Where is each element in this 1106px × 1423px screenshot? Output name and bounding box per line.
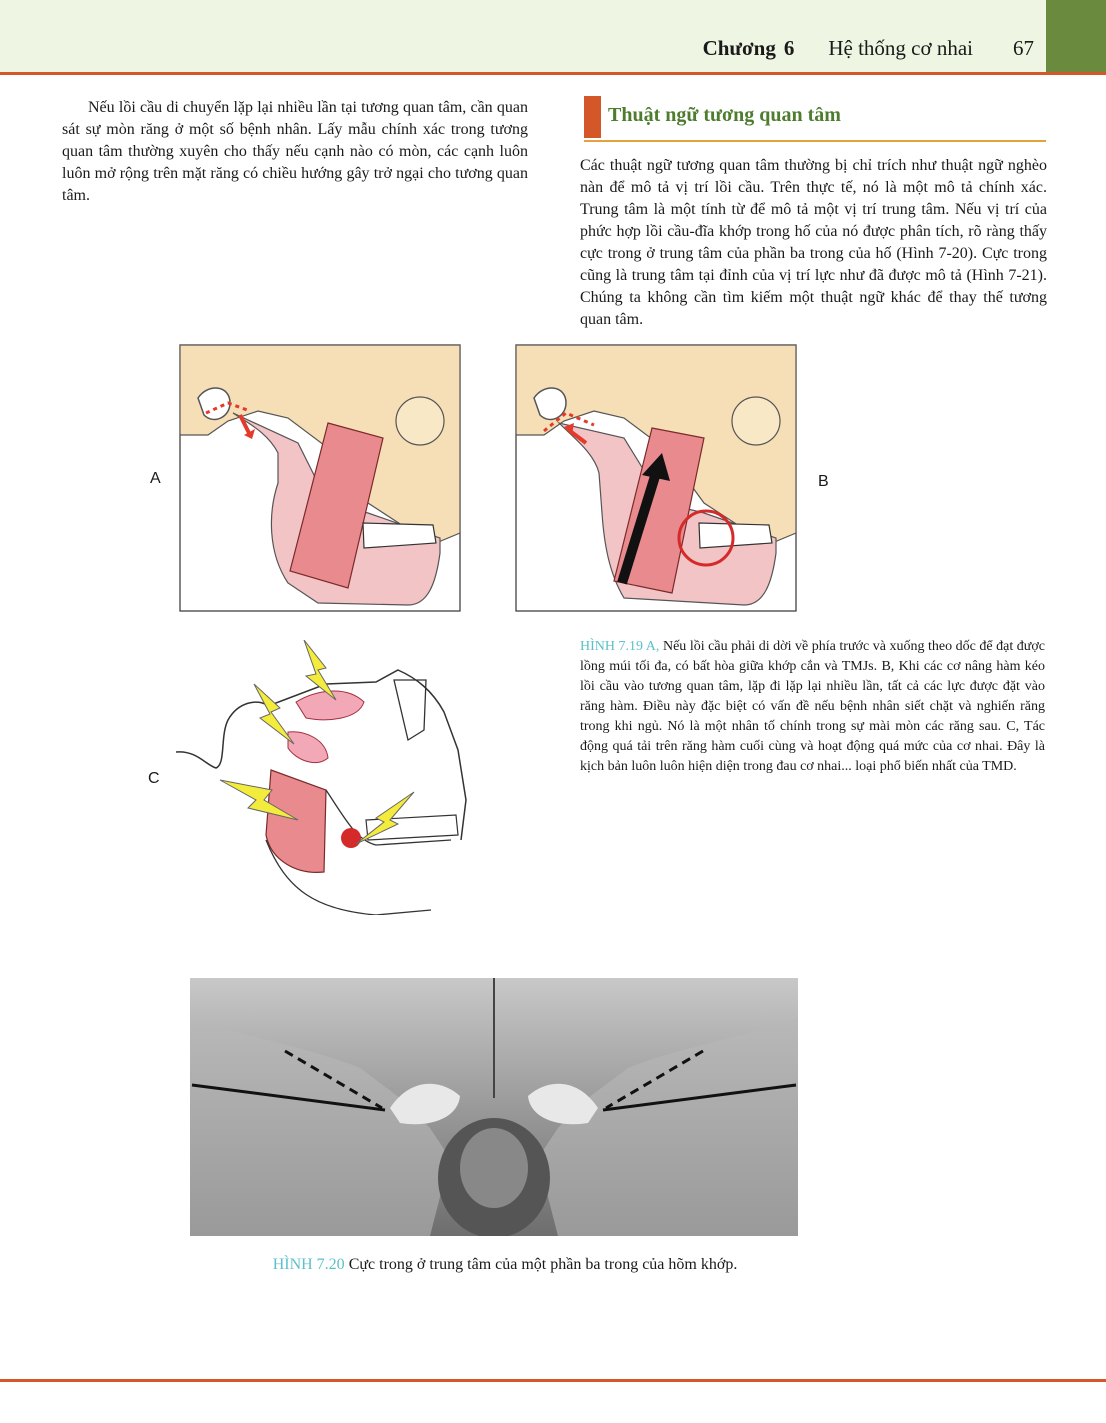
- running-head: [703, 36, 1034, 61]
- panel-label-a: A: [150, 470, 161, 487]
- section-paragraph: Các thuật ngữ tương quan tâm thường bị chỉ trích như thuật ngữ nghèo nàn để mô tả vị trí lồi cầu. Trên thực tế, nó là một mô tả chính xác. Trung tâm là một tính từ để mô tả một vị trí trung tâm. Nếu vị trí của phức hợp lồi cầu-đĩa khớp trong hố của nó được phân tích, rõ ràng thấy cực trong ở trung tâm của phần ba trong của hố (Hình 7-20). Cực trong cũng là trung tâm tại đỉnh của vị trí lực như đã được mô tả (Hình 7-21). Chúng ta không cần tìm kiếm một thuật ngữ khác để thay thế tương quan tâm.: [580, 157, 1047, 328]
- panel-label-b: B: [818, 473, 829, 490]
- heading-marker: [584, 96, 601, 138]
- footer-rule: [0, 1379, 1106, 1382]
- figure-7-19-label: HÌNH 7.19 A,: [580, 639, 660, 654]
- figure-7-20-label: HÌNH 7.20: [272, 1256, 345, 1273]
- section-heading-text: Thuật ngữ tương quan tâm: [608, 104, 841, 126]
- body-paragraph-left: Nếu lồi cầu di chuyển lặp lại nhiều lần tại tương quan tâm, cần quan sát sự mòn răng ở một số bệnh nhân. Lấy mẫu chính xác trong tương quan tâm thường xuyên cho thấy nếu cạnh nào có mòn, các cạnh luôn luôn mở rộng trên mặt răng có chiều hướng gây trở ngại cho tương quan tâm.: [62, 99, 528, 204]
- chapter-title: Hệ thống cơ nhai: [828, 36, 973, 60]
- chapter-word: Chương: [702, 36, 776, 60]
- header-rule: [0, 72, 1106, 75]
- figure-7-19-c-illustration: [176, 640, 476, 915]
- figure-7-20-caption: [0, 1256, 1010, 1274]
- section-heading: [584, 96, 1046, 138]
- figure-7-20-photo: [190, 978, 798, 1236]
- header-corner-block: [1046, 0, 1106, 72]
- panel-label-c: C: [148, 770, 160, 787]
- figure-7-19-caption-text: Nếu lồi cầu phải di dời về phía trước và xuống theo dốc để đạt được lồng múi tối đa, có bất hòa giữa khớp cắn và TMJs. B, Khi các cơ nâng hàm kéo lồi cầu vào tương quan tâm, lặp đi lặp lại nhiều lần, tất cả các lực được đặt vào răng hàm. Điều này đặc biệt có vấn đề nếu bệnh nhân siết chặt và nghiến răng trong khi ngủ. Nó là một nhân tố chính trong sự mài mòn các răng sau. C, Tác động quá tải trên răng hàm cuối cùng và hoạt động quá mức của cơ nhai. Đây là kịch bản luôn luôn hiện diện trong đau cơ nhai... loại phổ biến nhất của TMD.: [580, 639, 1045, 774]
- figure-7-20-caption-text: Cực trong ở trung tâm của một phần ba trong của hõm khớp.: [344, 1256, 738, 1273]
- chapter-number: 6: [783, 36, 795, 60]
- figure-7-19-caption: [580, 637, 1045, 777]
- figure-7-19-a-illustration: [178, 343, 463, 615]
- heading-underline: [584, 140, 1046, 142]
- figure-7-19-b-illustration: [514, 343, 804, 615]
- page-number: 67: [1013, 36, 1034, 60]
